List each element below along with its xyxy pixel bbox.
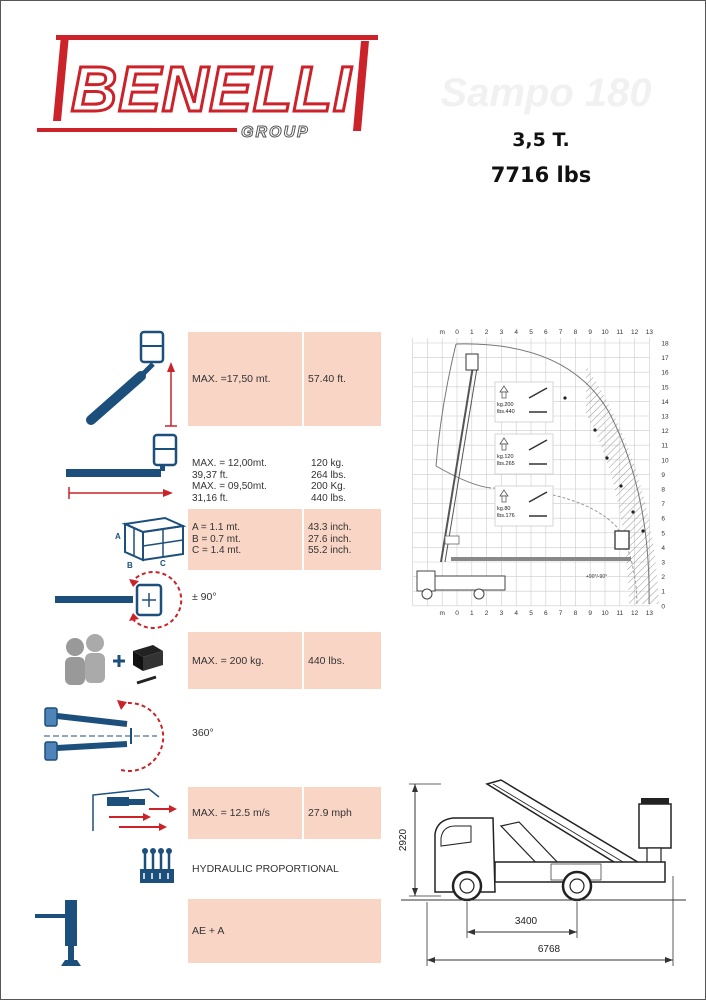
axis-bottom-label: 4 <box>514 609 519 617</box>
wind-imperial-cell: 27.9 mph <box>304 787 381 839</box>
outreach-icon <box>61 431 181 501</box>
axis-right-label: 4 <box>661 544 666 552</box>
axis-top-label: 13 <box>645 329 654 336</box>
axis-bottom-label: 7 <box>558 609 563 617</box>
truck-side-view <box>398 776 686 971</box>
axis-top-label: 12 <box>630 329 639 336</box>
capacity-imperial-cell: 440 lbs. <box>304 632 381 689</box>
load-zone-lbs: lbs.265 <box>497 461 515 467</box>
basket-rotation-icon <box>53 571 188 631</box>
brand-logo <box>31 31 381 146</box>
axis-top-label: 1 <box>469 329 474 336</box>
basket-label-c: C <box>160 559 166 568</box>
turret-rotation-icon <box>39 696 189 776</box>
load-zone-lbs: lbs.440 <box>497 409 515 415</box>
axis-top-label: m <box>439 329 445 336</box>
axis-bottom-label: 9 <box>588 609 593 617</box>
model-watermark: Sampo 180 <box>440 71 652 115</box>
wind-speed-icon <box>89 783 189 838</box>
basket-label-b: B <box>127 561 133 570</box>
controls-value: HYDRAULIC PROPORTIONAL <box>192 863 339 875</box>
axis-top-label: 0 <box>455 329 459 336</box>
axis-right-label: 18 <box>661 340 669 348</box>
axis-top-label: 2 <box>484 329 489 336</box>
axis-bottom-label: 2 <box>484 609 489 617</box>
outrigger-icon <box>33 896 93 971</box>
axis-bottom-label: 5 <box>529 609 533 617</box>
axis-top-label: 4 <box>514 329 519 336</box>
axis-right-label: 2 <box>661 574 666 582</box>
axis-top-label: 11 <box>616 329 624 336</box>
basket-imperial-cell <box>304 509 381 570</box>
axis-top-label: 10 <box>601 329 609 336</box>
axis-bottom-label: 0 <box>455 609 459 617</box>
axis-right-label: 0 <box>661 603 666 611</box>
wind-metric-cell: MAX. = 12.5 m/s <box>188 787 302 839</box>
weight-lbs: 7716 lbs <box>490 163 592 187</box>
axis-bottom-label: m <box>439 609 445 617</box>
axis-right-label: 15 <box>661 384 669 392</box>
axis-bottom-label: 13 <box>645 609 654 617</box>
weight-tonnes: 3,5 T. <box>512 129 570 151</box>
axis-top-label: 9 <box>588 329 593 336</box>
axis-right-label: 1 <box>661 588 666 596</box>
height-metric-cell: MAX. =17,50 mt. <box>188 332 302 426</box>
axis-right-label: 5 <box>661 530 666 538</box>
capacity-metric-cell: MAX. = 200 kg. <box>188 632 302 689</box>
working-height-icon <box>81 326 181 431</box>
axis-bottom-label: 10 <box>601 609 609 617</box>
load-zone-kg: kg.200 <box>497 402 514 408</box>
basket-metric-text: A = 1.1 mt. B = 0.7 mt. C = 1.4 mt. <box>192 522 242 557</box>
working-range-diagram <box>411 326 701 616</box>
basket-dimensions-icon <box>113 506 188 571</box>
length-dimension: 6768 <box>537 944 561 955</box>
load-zone <box>495 382 553 422</box>
axis-right-label: 16 <box>661 369 669 377</box>
axis-right-label: 11 <box>661 442 669 450</box>
basket-metric-cell <box>188 509 302 570</box>
axis-top-label: 6 <box>543 329 548 336</box>
load-zone-kg: kg.80 <box>497 506 511 512</box>
axis-right-label: 7 <box>661 501 666 509</box>
axis-bottom-label: 1 <box>469 609 474 617</box>
axis-right-label: 9 <box>661 471 666 479</box>
turret-rotation-value: 360° <box>192 727 214 739</box>
basket-label-a: A <box>115 532 121 541</box>
brand-name: BENELLI <box>71 53 352 125</box>
axis-right-label: 14 <box>661 398 669 406</box>
axis-right-label: 12 <box>661 428 669 436</box>
basket-angle-label: +90°/-90° <box>586 574 608 580</box>
axis-right-label: 6 <box>661 515 666 523</box>
height-imperial-cell: 57.40 ft. <box>304 332 381 426</box>
outriggers-cell: AE + A <box>188 899 381 963</box>
hydraulic-controls-icon <box>136 843 181 888</box>
basket-imperial-text: 43.3 inch. 27.6 inch. 55.2 inch. <box>308 522 352 557</box>
capacity-icon <box>61 633 186 691</box>
axis-top-label: 3 <box>499 329 504 336</box>
axis-bottom-label: 6 <box>543 609 548 617</box>
outreach-text-a: MAX. = 12,00mt. 39,37 ft. MAX. = 09,50mt. 31,16 ft. <box>192 458 267 504</box>
load-zone-lbs: lbs.176 <box>497 513 515 519</box>
axis-right-label: 13 <box>661 413 669 421</box>
height-dimension: 2920 <box>398 828 409 852</box>
wheelbase-dimension: 3400 <box>514 916 538 927</box>
axis-top-label: 8 <box>573 329 578 336</box>
axis-right-label: 3 <box>661 559 666 567</box>
axis-bottom-label: 12 <box>630 609 639 617</box>
axis-top-label: 5 <box>529 329 533 336</box>
axis-top-label: 7 <box>558 329 563 336</box>
axis-right-label: 8 <box>661 486 666 494</box>
load-zone <box>495 486 553 526</box>
load-zone-kg: kg.120 <box>497 454 514 460</box>
axis-right-label: 17 <box>661 355 669 363</box>
outreach-text-b: 120 kg. 264 lbs. 200 Kg. 440 lbs. <box>311 458 347 504</box>
brand-sub: GROUP <box>241 124 310 141</box>
axis-bottom-label: 11 <box>616 609 624 617</box>
load-zone <box>495 434 553 474</box>
axis-right-label: 10 <box>661 457 669 465</box>
axis-bottom-label: 3 <box>499 609 504 617</box>
basket-rotation-value: ± 90° <box>192 591 217 603</box>
axis-bottom-label: 8 <box>573 609 578 617</box>
